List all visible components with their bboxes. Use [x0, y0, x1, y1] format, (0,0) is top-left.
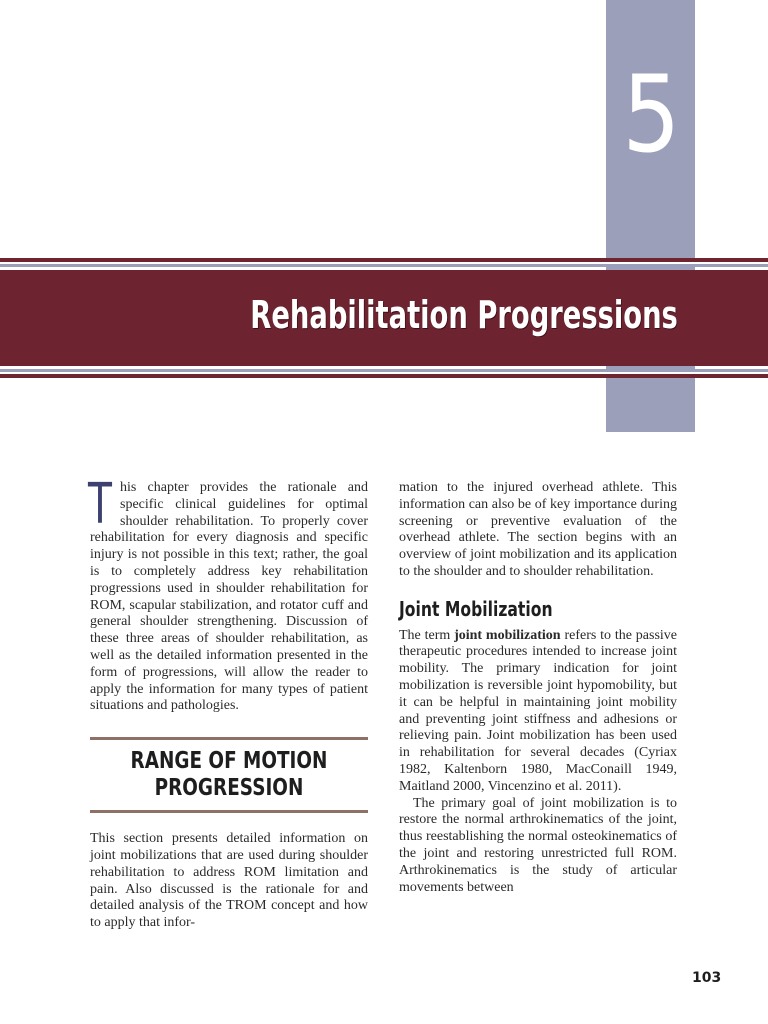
- section-heading-box: [90, 737, 368, 813]
- page-number: 103: [692, 970, 722, 986]
- subheading-joint-mobilization: Joint Mobilization: [399, 596, 553, 621]
- intro-text: his chapter provides the rationale and specific clinical guidelines for optimal shoulder rehabilitation. To properly cover rehabilitation for every diagnosis and specific injury is not possible in this text; rather, the goal is to completely address key rehabilitation progressions used in shoulder rehabilitation for ROM, scapular stabilization, and rotator cuff and general shoulder strengthening. Discussion of these three areas of shoulder rehabilitation, as well as the detailed information presented in the form of progressions, will allow the reader to apply the information for many types of patient situations and pathologies.: [90, 480, 368, 714]
- continued-paragraph: mation to the injured overhead athlete. This information can also be of key importance during screening or preventive evaluation of the overhead athlete. The section begins with an overview of joint mobilization and its application to the shoulder and to shoulder rehabilitation.: [399, 480, 677, 579]
- section-heading-line2: PROGRESSION: [154, 775, 304, 802]
- section-paragraph: This section presents detailed information on joint mobilizations that are used during shoulder rehabilitation to address ROM limitation and pain. Also discussed is the rationale for and detailed analysis of the TROM concept and how to apply that infor-: [90, 831, 368, 931]
- dropcap: T: [88, 472, 112, 537]
- intro-paragraph: [88, 472, 368, 715]
- left-column: [88, 472, 368, 932]
- right-column: [399, 480, 677, 896]
- joint-mobilization-paragraph-1: [399, 628, 677, 796]
- p1-before: The term: [399, 627, 455, 643]
- term-joint-mobilization: joint mobilization: [454, 627, 561, 643]
- bottom-rule-maroon: [0, 374, 768, 378]
- chapter-title: Rehabilitation Progressions: [250, 293, 678, 337]
- section-heading-line1: RANGE OF MOTION: [130, 748, 328, 775]
- top-rule-blue: [0, 264, 768, 267]
- chapter-number: 5: [622, 53, 679, 176]
- joint-mobilization-paragraph-2: The primary goal of joint mobilization is to restore the normal arthrokinematics of the joint, thus reestablishing the normal osteokinematics of the joint and restoring unrestricted full ROM. Arthrokinematics is the study of articular movements between: [399, 795, 677, 895]
- p1-after: refers to the passive therapeutic procedures intended to increase joint mobility. The primary indication for joint mobilization is reversible joint hypomobility, but it can be helpful in maintaining joint mobility and preventing joint stiffness and adhesions or relieving pain. Joint mobilization has been used in rehabilitation for several decades (Cyriax 1982, Kaltenborn 1980, MacConaill 1949, Maitland 2000, Vincenzino et al. 2011).: [399, 627, 678, 794]
